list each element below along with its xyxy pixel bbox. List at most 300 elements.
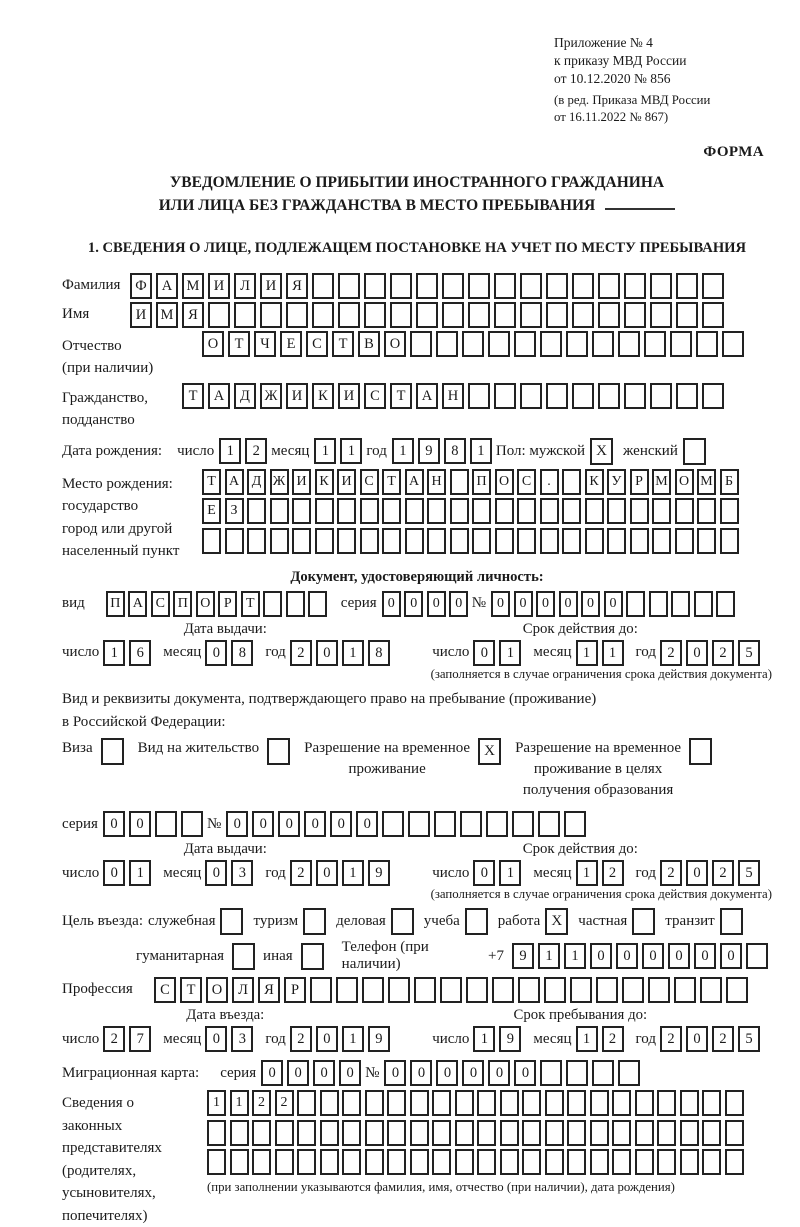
form-cell[interactable]: 2 (252, 1090, 271, 1116)
form-cell[interactable]: Т (228, 331, 250, 357)
form-cell[interactable] (598, 273, 620, 299)
form-cell[interactable] (292, 528, 311, 554)
form-cell[interactable] (320, 1090, 339, 1116)
form-cell[interactable]: 8 (368, 640, 390, 666)
form-cell[interactable] (567, 1120, 586, 1146)
form-cell[interactable]: 5 (738, 860, 760, 886)
form-cell[interactable] (472, 498, 491, 524)
form-cell[interactable]: 2 (660, 1026, 682, 1052)
form-cell[interactable] (207, 1149, 226, 1175)
form-cell[interactable] (562, 528, 581, 554)
form-cell[interactable] (546, 273, 568, 299)
form-cell[interactable]: 0 (686, 860, 708, 886)
form-cell[interactable] (455, 1090, 474, 1116)
form-cell[interactable] (342, 1149, 361, 1175)
form-cell[interactable]: 0 (103, 811, 125, 837)
form-cell[interactable]: А (156, 273, 178, 299)
form-cell[interactable] (468, 383, 490, 409)
form-cell[interactable]: 1 (207, 1090, 226, 1116)
form-cell[interactable] (500, 1120, 519, 1146)
form-cell[interactable] (387, 1120, 406, 1146)
form-cell[interactable] (657, 1120, 676, 1146)
form-cell[interactable] (649, 591, 668, 617)
form-cell[interactable] (427, 498, 446, 524)
form-cell[interactable] (416, 302, 438, 328)
form-cell[interactable] (518, 977, 540, 1003)
form-cell[interactable]: Ж (260, 383, 282, 409)
form-cell[interactable] (540, 1060, 562, 1086)
form-cell[interactable] (540, 498, 559, 524)
form-cell[interactable] (410, 331, 432, 357)
form-cell[interactable] (365, 1090, 384, 1116)
purpose-work-checkbox[interactable]: X (545, 908, 568, 935)
form-cell[interactable] (612, 1090, 631, 1116)
form-cell[interactable]: 0 (330, 811, 352, 837)
form-cell[interactable]: 9 (368, 1026, 390, 1052)
form-cell[interactable]: 3 (231, 860, 253, 886)
form-cell[interactable] (181, 811, 203, 837)
form-cell[interactable]: 0 (686, 640, 708, 666)
form-cell[interactable] (652, 528, 671, 554)
form-cell[interactable] (408, 811, 430, 837)
form-cell[interactable]: 2 (660, 640, 682, 666)
form-cell[interactable] (364, 273, 386, 299)
form-cell[interactable] (390, 302, 412, 328)
form-cell[interactable]: И (130, 302, 152, 328)
form-cell[interactable]: Т (382, 469, 401, 495)
form-cell[interactable] (442, 302, 464, 328)
form-cell[interactable]: Я (286, 273, 308, 299)
form-cell[interactable] (700, 977, 722, 1003)
form-cell[interactable]: 1 (576, 1026, 598, 1052)
form-cell[interactable] (680, 1149, 699, 1175)
form-cell[interactable] (382, 811, 404, 837)
form-cell[interactable]: 1 (576, 860, 598, 886)
form-cell[interactable] (670, 331, 692, 357)
form-cell[interactable] (500, 1090, 519, 1116)
form-cell[interactable] (702, 302, 724, 328)
form-cell[interactable] (675, 528, 694, 554)
form-cell[interactable] (716, 591, 735, 617)
form-cell[interactable] (676, 302, 698, 328)
form-cell[interactable] (312, 273, 334, 299)
form-cell[interactable]: 0 (473, 860, 495, 886)
form-cell[interactable]: И (286, 383, 308, 409)
form-cell[interactable]: Т (202, 469, 221, 495)
form-cell[interactable] (676, 383, 698, 409)
form-cell[interactable] (382, 498, 401, 524)
form-cell[interactable]: 0 (514, 591, 533, 617)
form-cell[interactable]: Р (630, 469, 649, 495)
form-cell[interactable] (436, 331, 458, 357)
form-cell[interactable]: 0 (536, 591, 555, 617)
residence-permit-checkbox[interactable] (267, 738, 290, 765)
form-cell[interactable]: 0 (668, 943, 690, 969)
form-cell[interactable]: О (675, 469, 694, 495)
form-cell[interactable] (590, 1149, 609, 1175)
form-cell[interactable] (247, 528, 266, 554)
form-cell[interactable]: А (416, 383, 438, 409)
form-cell[interactable] (540, 331, 562, 357)
form-cell[interactable]: О (206, 977, 228, 1003)
form-cell[interactable]: 2 (712, 1026, 734, 1052)
form-cell[interactable]: 0 (473, 640, 495, 666)
form-cell[interactable] (275, 1120, 294, 1146)
form-cell[interactable]: Н (442, 383, 464, 409)
form-cell[interactable] (652, 498, 671, 524)
form-cell[interactable]: 9 (368, 860, 390, 886)
form-cell[interactable]: 1 (499, 860, 521, 886)
form-cell[interactable]: Ф (130, 273, 152, 299)
form-cell[interactable] (624, 383, 646, 409)
form-cell[interactable] (252, 1149, 271, 1175)
form-cell[interactable] (320, 1120, 339, 1146)
form-cell[interactable] (566, 1060, 588, 1086)
form-cell[interactable]: . (540, 469, 559, 495)
form-cell[interactable] (387, 1149, 406, 1175)
form-cell[interactable] (410, 1149, 429, 1175)
form-cell[interactable] (720, 528, 739, 554)
form-cell[interactable] (725, 1149, 744, 1175)
form-cell[interactable]: Я (258, 977, 280, 1003)
form-cell[interactable]: 0 (226, 811, 248, 837)
form-cell[interactable]: 1 (538, 943, 560, 969)
form-cell[interactable]: С (360, 469, 379, 495)
form-cell[interactable] (477, 1120, 496, 1146)
form-cell[interactable] (362, 977, 384, 1003)
form-cell[interactable] (486, 811, 508, 837)
form-cell[interactable]: 0 (462, 1060, 484, 1086)
form-cell[interactable] (702, 383, 724, 409)
form-cell[interactable] (675, 498, 694, 524)
form-cell[interactable]: 1 (564, 943, 586, 969)
form-cell[interactable]: 1 (342, 860, 364, 886)
form-cell[interactable] (674, 977, 696, 1003)
form-cell[interactable]: Т (332, 331, 354, 357)
form-cell[interactable]: 2 (712, 860, 734, 886)
form-cell[interactable] (567, 1149, 586, 1175)
form-cell[interactable]: Р (284, 977, 306, 1003)
form-cell[interactable]: 0 (488, 1060, 510, 1086)
form-cell[interactable] (286, 302, 308, 328)
form-cell[interactable]: 5 (738, 1026, 760, 1052)
form-cell[interactable]: С (151, 591, 170, 617)
form-cell[interactable]: Т (390, 383, 412, 409)
form-cell[interactable] (410, 1120, 429, 1146)
purpose-humanitarian-checkbox[interactable] (232, 943, 255, 970)
form-cell[interactable] (696, 331, 718, 357)
form-cell[interactable]: Т (241, 591, 260, 617)
form-cell[interactable]: 0 (694, 943, 716, 969)
form-cell[interactable] (270, 498, 289, 524)
form-cell[interactable] (635, 1149, 654, 1175)
form-cell[interactable] (310, 977, 332, 1003)
form-cell[interactable]: 1 (602, 640, 624, 666)
form-cell[interactable]: Т (180, 977, 202, 1003)
form-cell[interactable]: Л (234, 273, 256, 299)
form-cell[interactable] (562, 469, 581, 495)
form-cell[interactable] (657, 1090, 676, 1116)
form-cell[interactable]: 9 (512, 943, 534, 969)
form-cell[interactable] (650, 302, 672, 328)
form-cell[interactable] (598, 383, 620, 409)
form-cell[interactable]: Я (182, 302, 204, 328)
form-cell[interactable] (585, 498, 604, 524)
form-cell[interactable] (618, 1060, 640, 1086)
form-cell[interactable] (270, 528, 289, 554)
form-cell[interactable] (360, 528, 379, 554)
form-cell[interactable]: О (202, 331, 224, 357)
form-cell[interactable]: 1 (499, 640, 521, 666)
form-cell[interactable]: 1 (103, 640, 125, 666)
form-cell[interactable]: 0 (491, 591, 510, 617)
form-cell[interactable] (612, 1149, 631, 1175)
form-cell[interactable] (468, 302, 490, 328)
form-cell[interactable]: П (106, 591, 125, 617)
form-cell[interactable]: В (358, 331, 380, 357)
form-cell[interactable]: 0 (616, 943, 638, 969)
form-cell[interactable] (337, 498, 356, 524)
form-cell[interactable]: И (260, 273, 282, 299)
form-cell[interactable] (626, 591, 645, 617)
form-cell[interactable] (488, 331, 510, 357)
form-cell[interactable]: С (517, 469, 536, 495)
form-cell[interactable] (247, 498, 266, 524)
form-cell[interactable] (746, 943, 768, 969)
form-cell[interactable] (657, 1149, 676, 1175)
form-cell[interactable]: К (585, 469, 604, 495)
form-cell[interactable] (572, 383, 594, 409)
form-cell[interactable] (540, 528, 559, 554)
form-cell[interactable]: Т (182, 383, 204, 409)
form-cell[interactable] (590, 1120, 609, 1146)
purpose-other-checkbox[interactable] (301, 943, 324, 970)
form-cell[interactable] (671, 591, 690, 617)
form-cell[interactable]: У (607, 469, 626, 495)
form-cell[interactable]: 9 (418, 438, 440, 464)
form-cell[interactable] (432, 1090, 451, 1116)
form-cell[interactable]: 0 (205, 860, 227, 886)
form-cell[interactable] (517, 528, 536, 554)
form-cell[interactable] (360, 498, 379, 524)
form-cell[interactable]: И (208, 273, 230, 299)
form-cell[interactable] (630, 498, 649, 524)
form-cell[interactable] (336, 977, 358, 1003)
form-cell[interactable]: 0 (604, 591, 623, 617)
form-cell[interactable]: 0 (382, 591, 401, 617)
edu-permit-checkbox[interactable] (689, 738, 712, 765)
form-cell[interactable]: 0 (103, 860, 125, 886)
form-cell[interactable]: 0 (205, 640, 227, 666)
form-cell[interactable] (234, 302, 256, 328)
form-cell[interactable] (297, 1090, 316, 1116)
form-cell[interactable]: 3 (231, 1026, 253, 1052)
form-cell[interactable] (702, 1090, 721, 1116)
form-cell[interactable]: 0 (642, 943, 664, 969)
form-cell[interactable]: 1 (129, 860, 151, 886)
form-cell[interactable]: 8 (444, 438, 466, 464)
form-cell[interactable] (622, 977, 644, 1003)
sex-female-checkbox[interactable] (683, 438, 706, 465)
form-cell[interactable] (624, 273, 646, 299)
form-cell[interactable] (207, 1120, 226, 1146)
form-cell[interactable] (342, 1090, 361, 1116)
form-cell[interactable]: Р (218, 591, 237, 617)
form-cell[interactable]: Е (280, 331, 302, 357)
form-cell[interactable] (546, 302, 568, 328)
form-cell[interactable]: 1 (392, 438, 414, 464)
form-cell[interactable]: 0 (129, 811, 151, 837)
form-cell[interactable]: 0 (559, 591, 578, 617)
form-cell[interactable] (308, 591, 327, 617)
form-cell[interactable]: 0 (436, 1060, 458, 1086)
form-cell[interactable]: 5 (738, 640, 760, 666)
form-cell[interactable] (702, 273, 724, 299)
form-cell[interactable]: 9 (499, 1026, 521, 1052)
form-cell[interactable]: 6 (129, 640, 151, 666)
form-cell[interactable]: 2 (290, 1026, 312, 1052)
form-cell[interactable] (320, 1149, 339, 1175)
form-cell[interactable]: П (173, 591, 192, 617)
form-cell[interactable] (572, 273, 594, 299)
purpose-private-checkbox[interactable] (632, 908, 655, 935)
form-cell[interactable]: Ж (270, 469, 289, 495)
purpose-transit-checkbox[interactable] (720, 908, 743, 935)
form-cell[interactable] (546, 383, 568, 409)
form-cell[interactable]: 0 (514, 1060, 536, 1086)
form-cell[interactable] (697, 528, 716, 554)
form-cell[interactable] (564, 811, 586, 837)
form-cell[interactable]: 0 (384, 1060, 406, 1086)
form-cell[interactable] (590, 1090, 609, 1116)
form-cell[interactable] (630, 528, 649, 554)
form-cell[interactable] (292, 498, 311, 524)
form-cell[interactable] (315, 498, 334, 524)
form-cell[interactable]: Б (720, 469, 739, 495)
form-cell[interactable] (230, 1149, 249, 1175)
form-cell[interactable]: 1 (342, 640, 364, 666)
form-cell[interactable] (592, 331, 614, 357)
form-cell[interactable] (624, 302, 646, 328)
form-cell[interactable]: 2 (602, 860, 624, 886)
form-cell[interactable] (315, 528, 334, 554)
form-cell[interactable]: К (315, 469, 334, 495)
form-cell[interactable] (545, 1149, 564, 1175)
form-cell[interactable] (338, 273, 360, 299)
form-cell[interactable]: 0 (287, 1060, 309, 1086)
purpose-official-checkbox[interactable] (220, 908, 243, 935)
form-cell[interactable]: А (225, 469, 244, 495)
form-cell[interactable] (208, 302, 230, 328)
form-cell[interactable] (263, 591, 282, 617)
form-cell[interactable]: 1 (342, 1026, 364, 1052)
form-cell[interactable] (702, 1149, 721, 1175)
form-cell[interactable] (694, 591, 713, 617)
form-cell[interactable] (635, 1090, 654, 1116)
form-cell[interactable] (472, 528, 491, 554)
form-cell[interactable]: 0 (261, 1060, 283, 1086)
form-cell[interactable] (442, 273, 464, 299)
form-cell[interactable]: 0 (427, 591, 446, 617)
form-cell[interactable]: 1 (473, 1026, 495, 1052)
form-cell[interactable] (466, 977, 488, 1003)
form-cell[interactable]: 8 (231, 640, 253, 666)
form-cell[interactable] (598, 302, 620, 328)
form-cell[interactable]: О (495, 469, 514, 495)
form-cell[interactable] (722, 331, 744, 357)
form-cell[interactable] (337, 528, 356, 554)
form-cell[interactable] (648, 977, 670, 1003)
form-cell[interactable] (468, 273, 490, 299)
form-cell[interactable] (432, 1149, 451, 1175)
form-cell[interactable]: И (338, 383, 360, 409)
form-cell[interactable] (297, 1120, 316, 1146)
form-cell[interactable]: 2 (103, 1026, 125, 1052)
form-cell[interactable] (230, 1120, 249, 1146)
form-cell[interactable] (365, 1120, 384, 1146)
form-cell[interactable]: 0 (686, 1026, 708, 1052)
form-cell[interactable]: 0 (316, 860, 338, 886)
form-cell[interactable] (365, 1149, 384, 1175)
form-cell[interactable]: 0 (410, 1060, 432, 1086)
form-cell[interactable] (517, 498, 536, 524)
form-cell[interactable]: 1 (470, 438, 492, 464)
form-cell[interactable] (522, 1120, 541, 1146)
form-cell[interactable]: Д (247, 469, 266, 495)
form-cell[interactable] (596, 977, 618, 1003)
sex-male-checkbox[interactable]: X (590, 438, 613, 465)
form-cell[interactable] (545, 1090, 564, 1116)
form-cell[interactable] (538, 811, 560, 837)
form-cell[interactable]: С (154, 977, 176, 1003)
form-cell[interactable] (567, 1090, 586, 1116)
form-cell[interactable] (338, 302, 360, 328)
form-cell[interactable]: 2 (602, 1026, 624, 1052)
form-cell[interactable] (585, 528, 604, 554)
form-cell[interactable] (202, 528, 221, 554)
form-cell[interactable] (440, 977, 462, 1003)
form-cell[interactable] (364, 302, 386, 328)
form-cell[interactable] (414, 977, 436, 1003)
form-cell[interactable]: А (128, 591, 147, 617)
form-cell[interactable] (680, 1120, 699, 1146)
form-cell[interactable] (572, 302, 594, 328)
form-cell[interactable] (455, 1120, 474, 1146)
form-cell[interactable] (155, 811, 177, 837)
form-cell[interactable] (676, 273, 698, 299)
temp-permit-checkbox[interactable]: X (478, 738, 501, 765)
form-cell[interactable] (697, 498, 716, 524)
form-cell[interactable] (405, 498, 424, 524)
form-cell[interactable]: О (384, 331, 406, 357)
form-cell[interactable] (390, 273, 412, 299)
form-cell[interactable]: 0 (590, 943, 612, 969)
form-cell[interactable] (495, 528, 514, 554)
form-cell[interactable] (635, 1120, 654, 1146)
form-cell[interactable] (607, 528, 626, 554)
form-cell[interactable]: Ч (254, 331, 276, 357)
purpose-study-checkbox[interactable] (465, 908, 488, 935)
form-cell[interactable]: Л (232, 977, 254, 1003)
form-cell[interactable] (725, 1120, 744, 1146)
form-cell[interactable]: Е (202, 498, 221, 524)
form-cell[interactable] (286, 591, 305, 617)
form-cell[interactable]: А (405, 469, 424, 495)
form-cell[interactable]: З (225, 498, 244, 524)
form-cell[interactable]: 0 (252, 811, 274, 837)
form-cell[interactable] (225, 528, 244, 554)
form-cell[interactable]: С (364, 383, 386, 409)
